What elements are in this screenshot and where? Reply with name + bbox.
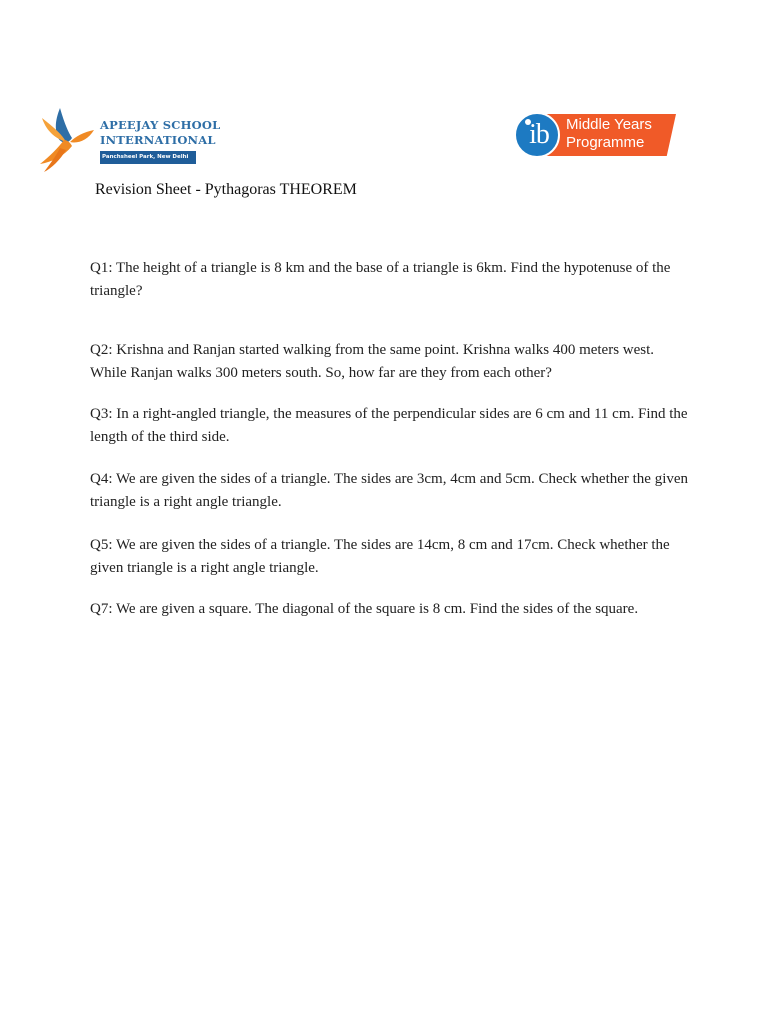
ib-programme-line1: Middle Years [566, 116, 652, 133]
question-2: Q2: Krishna and Ranjan started walking from the same point. Krishna walks 400 meters west. While Ranjan walks 300 meters south. So, how far are they from each other? [90, 342, 655, 381]
ib-circle-icon [514, 112, 560, 158]
page-title: Revision Sheet - Pythagoras THEOREM [95, 181, 357, 198]
school-name-line1: APEEJAY SCHOOL [100, 118, 221, 132]
ib-programme-name [566, 116, 652, 152]
ib-letters: ib [529, 119, 549, 150]
school-location: Panchsheel Park, New Delhi [100, 151, 196, 164]
question-7: Q7: We are given a square. The diagonal of the square is 8 cm. Find the sides of the square. [90, 601, 639, 617]
school-logo [38, 104, 221, 176]
bird-icon [38, 104, 98, 176]
question-5: Q5: We are given the sides of a triangle. The sides are 14cm, 8 cm and 17cm. Check whether the given triangle is a right angle triangle. [90, 537, 670, 576]
ib-myp-logo [514, 112, 676, 160]
question-3: Q3: In a right-angled triangle, the measures of the perpendicular sides are 6 cm and 11 cm. Find the length of the third side. [90, 406, 688, 445]
ib-programme-line2: Programme [566, 134, 645, 151]
question-4: Q4: We are given the sides of a triangle. The sides are 3cm, 4cm and 5cm. Check whether the given triangle is a right angle triangle. [90, 471, 689, 510]
question-1: Q1: The height of a triangle is 8 km and the base of a triangle is 6km. Find the hypotenuse of the triangle? [90, 260, 671, 299]
school-name [100, 118, 220, 148]
school-name-line2: INTERNATIONAL [100, 133, 216, 147]
